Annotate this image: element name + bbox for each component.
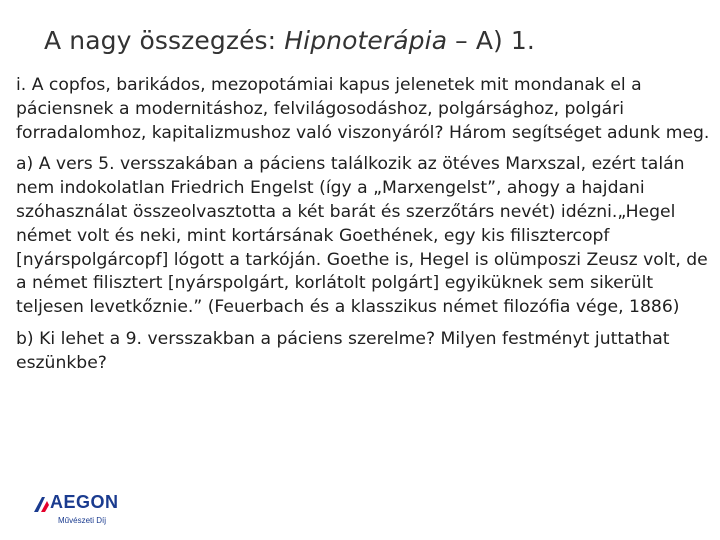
logo-subtitle: Művészeti Díj [58, 516, 107, 525]
title-prefix: A nagy összegzés: [44, 26, 285, 55]
title-suffix: – A) 1. [447, 26, 535, 55]
aegon-logo [32, 492, 122, 532]
page-title [44, 26, 535, 55]
body-text [16, 74, 710, 384]
paragraph-hint-a: a) A vers 5. versszakában a páciens találkozik az ötéves Marxszal, ezért talán nem indokolatlan Friedrich Engelst (így a „Marxengelst”, ahogy a hajdani szóhasználat összeolvasztotta a két barát és szerzőtárs nevét) idézni.„Hegel német volt és neki, mint kortársának Goethének, egy kis filisztercopf [nyárspolgárcopf] lógott a tarkóján. Goethe is, Hegel is olümposzi Zeusz volt, de a német filisztert [nyárspolgárt, korlátolt polgárt] egyiküknek sem sikerült teljesen levetkőznie.” (Feuerbach és a klasszikus német filozófia vége, 1886) [16, 154, 708, 318]
paragraph-hint-b: b) Ki lehet a 9. versszakban a páciens szerelme? Milyen festményt juttathat eszünkbe? [16, 328, 670, 373]
paragraph-question: i. A copfos, barikádos, mezopotámiai kapus jelenetek mit mondanak el a páciensnek a modernitáshoz, felvilágosodáshoz, polgársághoz, polgári forradalomhoz, kapitalizmushoz való viszonyáról? Három segítséget adunk meg. [16, 75, 710, 143]
logo-name: AEGON [50, 492, 119, 512]
title-emphasis: Hipnoterápia [284, 26, 448, 55]
